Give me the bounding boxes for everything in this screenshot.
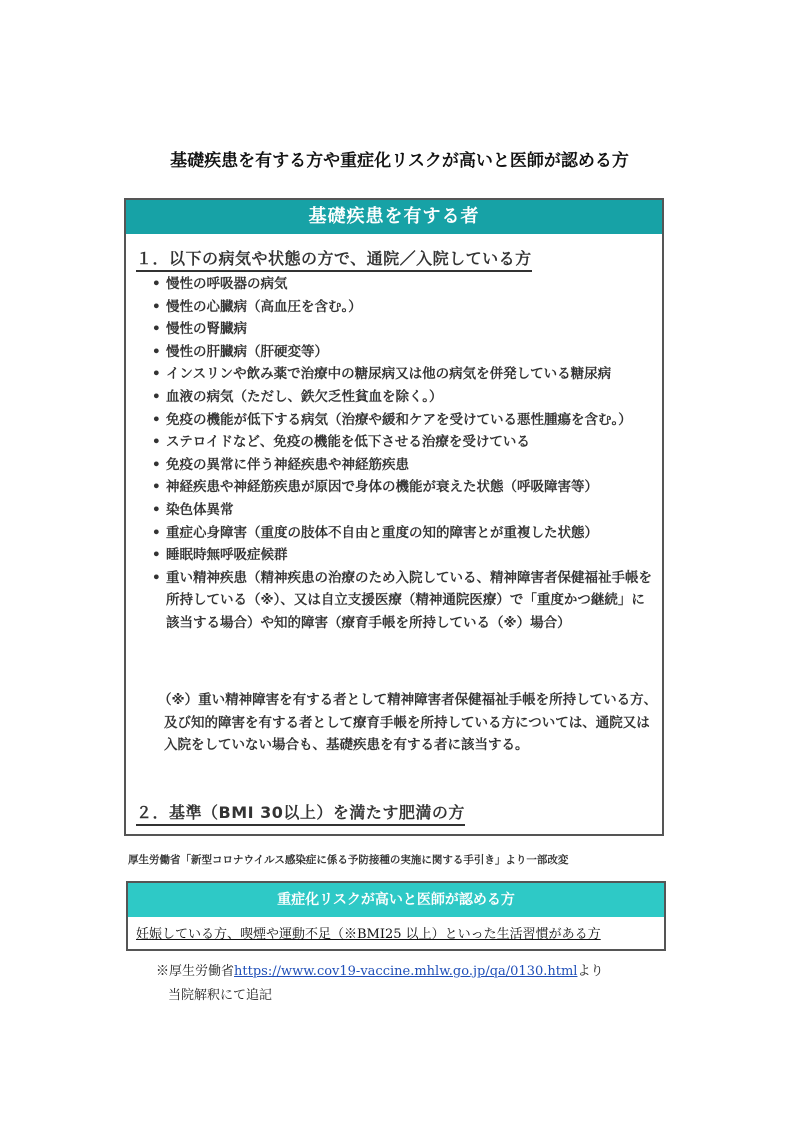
reference-line-1: [156, 960, 603, 984]
footnote: （※）重い精神障害を有する者として精神障害者保健福祉手帳を所持している方、及び知的障害を有する者として療育手帳を所持している方については、通院又は入院をしていない場合も、基礎疾患を有する者に該当する。: [158, 692, 658, 754]
underlying-conditions-box: [124, 198, 664, 836]
reference-line-2: 当院解釈にて追記: [168, 988, 273, 1003]
list-item: • 重症心身障害（重度の肢体不自由と重度の知的障害とが重複した状態）: [152, 522, 658, 545]
list-item: • 免疫の機能が低下する病気（治療や緩和ケアを受けている悪性腫瘍を含む。）: [152, 409, 658, 432]
list-item: • ステロイドなど、免疫の機能を低下させる治療を受けている: [152, 431, 658, 454]
list-item: • 染色体異常: [152, 499, 658, 522]
list-item: • インスリンや飲み薬で治療中の糖尿病又は他の病気を併発している糖尿病: [152, 363, 658, 386]
list-item: • 慢性の腎臓病: [152, 318, 658, 341]
doctor-judgement-header: 重症化リスクが高いと医師が認める方: [128, 883, 664, 917]
doctor-judgement-body: 妊娠している方、喫煙や運動不足（※BMI25 以上）といった生活習慣がある方: [136, 927, 601, 942]
list-item: • 免疫の異常に伴う神経疾患や神経筋疾患: [152, 454, 658, 477]
reference-note: [156, 960, 603, 1008]
section1-heading: １．以下の病気や状態の方で、通院／入院している方: [136, 246, 532, 272]
list-item: • 血液の病気（ただし、鉄欠乏性貧血を除く。）: [152, 386, 658, 409]
list-item: • 神経疾患や神経筋疾患が原因で身体の機能が衰えた状態（呼吸障害等）: [152, 476, 658, 499]
source-citation: 厚生労働省「新型コロナウイルス感染症に係る予防接種の実施に関する手引き」より一部改変: [128, 854, 569, 866]
reference-suffix: より: [577, 964, 604, 979]
list-item: • 睡眠時無呼吸症候群: [152, 544, 658, 567]
list-item: • 重い精神疾患（精神疾患の治療のため入院している、精神障害者保健福祉手帳を所持している（※）、又は自立支援医療（精神通院医療）で「重度かつ継続」に該当する場合）や知的障害（療育手帳を所持している（※）場合）: [152, 567, 658, 635]
doctor-judgement-box: [126, 881, 666, 951]
condition-list: [152, 273, 658, 635]
reference-link[interactable]: https://www.cov19-vaccine.mhlw.go.jp/qa/0130.html: [234, 964, 578, 979]
reference-prefix: ※厚生労働省: [156, 964, 235, 979]
list-item: • 慢性の心臓病（高血圧を含む。）: [152, 296, 658, 319]
underlying-conditions-header: 基礎疾患を有する者: [126, 200, 662, 234]
section2-heading: ２．基準（BMI 30以上）を満たす肥満の方: [136, 800, 465, 826]
list-item: • 慢性の呼吸器の病気: [152, 273, 658, 296]
list-item: • 慢性の肝臓病（肝硬変等）: [152, 341, 658, 364]
page-title: 基礎疾患を有する方や重症化リスクが高いと医師が認める方: [170, 151, 629, 171]
